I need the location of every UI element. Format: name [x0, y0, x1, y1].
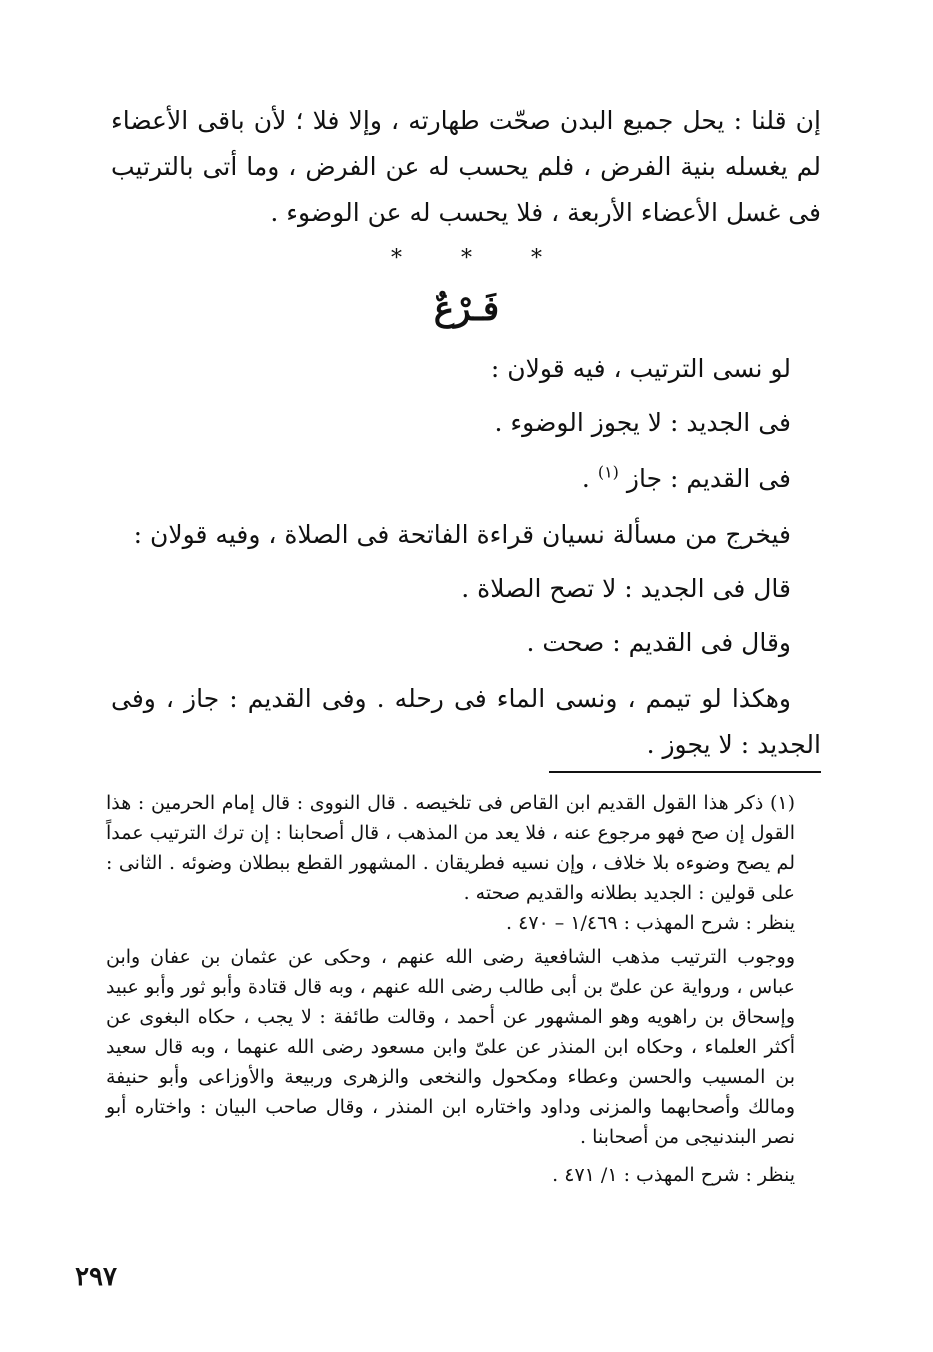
text-line-5: قال فى الجديد : لا تصح الصلاة . [461, 574, 791, 603]
footnote-2-text: ووجوب الترتيب مذهب الشافعية رضى الله عنهم ، وحكى عن عثمان بن عفان وابن عباس ، ورواية عن علىّ بن أبى طالب رضى الله عنهم ، وبه قال قتادة وأبو ثور وأبو عبيد وإسحاق بن راهويه وهو المشهور عن أحمد ، وقالت طائفة : لا يجب ، حكاه البغوى عن أكثر العلماء ، وحكاه ابن المنذر عن علىّ وابن مسعود رضى الله عنهما ، وبه قال سعيد بن المسيب والحسن وعطاء ومكحول والنخعى والزهرى وربيعة والأوزاعى وأبو حنيفة ومالك وأصحابهما والمزنى وداود واختاره ابن المنذر ، وقال صاحب البيان : واختاره أبو نصر البندنيجى من أصحابنا . [106, 946, 795, 1148]
separator-star: * [461, 246, 472, 271]
footnote-2-reference: ينظر : شرح المهذب : ١/ ٤٧١ . [552, 1164, 795, 1186]
text-line-4: فيخرج من مسألة نسيان قراءة الفاتحة فى الصلاة ، وفيه قولان : [133, 520, 791, 549]
section-heading: فَـرْعٌ [433, 289, 500, 329]
footnote-marker: (١) [597, 462, 619, 482]
separator-star: * [391, 246, 402, 271]
text-line-2: فى الجديد : لا يجوز الوضوء . [494, 408, 791, 437]
footnote-1-reference: ينظر : شرح المهذب : ١/٤٦٩ – ٤٧٠ . [506, 912, 795, 934]
text-line-7-body: وهكذا لو تيمم ، ونسى الماء فى رحله . وفى القديم : جاز ، وفى الجديد : لا يجوز . [111, 684, 821, 759]
text-line-1: لو نسى الترتيب ، فيه قولان : [490, 354, 791, 383]
footnotes [106, 788, 821, 1190]
section-separator [0, 246, 933, 271]
text-line-6: وقال فى القديم : صحت . [526, 628, 791, 657]
footnote-divider [549, 771, 821, 773]
separator-star: * [531, 246, 542, 271]
text-line-7 [111, 676, 821, 768]
text-line-3 [101, 456, 791, 502]
intro-paragraph: إن قلنا : يحل جميع البدن صحّت طهارته ، وإلا فلا ؛ لأن باقى الأعضاء لم يغسله بنية الفرض ، فلم يحسب له عن الفرض ، وما أتى بالترتيب فى غسل الأعضاء الأربعة ، فلا يحسب له عن الوضوء . [111, 106, 821, 227]
footnote-1-text: (١) ذكر هذا القول القديم ابن القاص فى تلخيصه . قال النووى : قال إمام الحرمين : هذا القول إن صح فهو مرجوع عنه ، فلا يعد من المذهب ، قال أصحابنا : إن ترك الترتيب عمداً لم يصح وضوءه بلا خلاف ، وإن نسيه فطريقان . المشهور القطع ببطلان وضوئه . الثانى : على قولين : الجديد بطلانه والقديم صحته . [106, 792, 795, 904]
text-line-3-body: فى القديم : جاز [626, 464, 791, 493]
text-line-3-end: . [581, 464, 590, 493]
footnote-1 [106, 788, 821, 908]
page-number: ٢٩٧ [75, 1262, 117, 1292]
footnote-2 [106, 942, 821, 1152]
